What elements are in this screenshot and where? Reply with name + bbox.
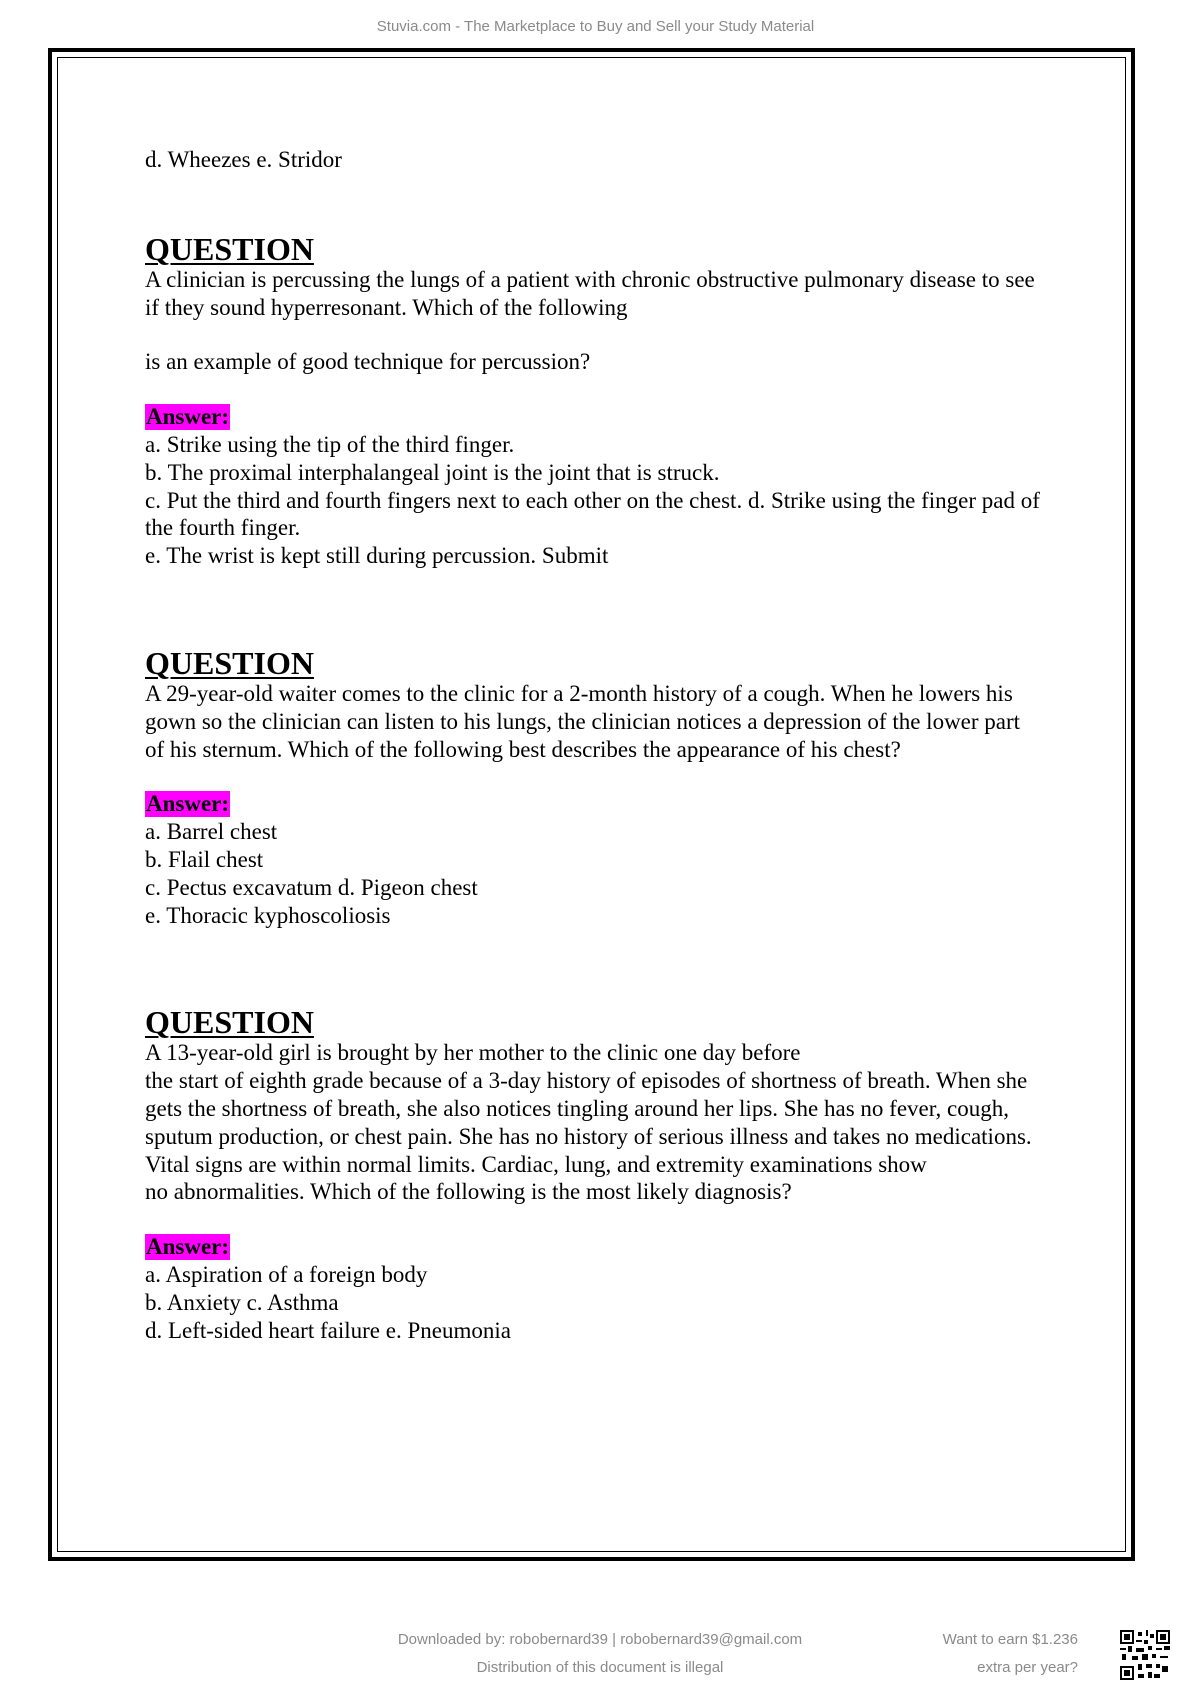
intro-line: d. Wheezes e. Stridor — [145, 147, 342, 172]
question-heading: QUESTION — [145, 1004, 314, 1041]
question-stem-line: is an example of good technique for percussion? — [145, 349, 591, 375]
question-stem-line: sputum production, or chest pain. She has no history of serious illness and takes no medications. — [145, 1123, 1032, 1149]
question-heading: QUESTION — [145, 230, 314, 267]
question-stem-line: Vital signs are within normal limits. Cardiac, lung, and extremity examinations show — [145, 1151, 927, 1177]
answer-option: b. Flail chest — [145, 846, 264, 872]
footer-downloaded-by: Downloaded by: robobernard39 | robobernard39@gmail.com — [397, 1631, 803, 1648]
question-stem-line: gown so the clinician can listen to his lungs, the clinician notices a depression of the lower part — [145, 708, 1021, 734]
question-stem-line: gets the shortness of breath, she also notices tingling around her lips. She has no fever, cough, — [145, 1095, 1009, 1121]
qr-code-icon[interactable] — [1120, 1630, 1170, 1680]
question-stem-line: A 13-year-old girl is brought by her mother to the clinic one day before — [145, 1040, 801, 1066]
answer-option: e. The wrist is kept still during percussion. Submit — [145, 543, 609, 569]
answer-option: c. Pectus excavatum d. Pigeon chest — [145, 874, 478, 900]
answer-option: a. Strike using the tip of the third finger. — [145, 431, 515, 457]
document-content — [145, 146, 1105, 1344]
footer-distribution-notice: Distribution of this document is illegal — [476, 1659, 724, 1676]
question-3 — [145, 1005, 1105, 1344]
question-stem-line: A 29-year-old waiter comes to the clinic for a 2-month history of a cough. When he lowers his — [145, 680, 1013, 706]
question-stem-line: the start of eighth grade because of a 3-day history of episodes of shortness of breath. When she — [145, 1068, 1028, 1094]
question-stem-line: no abnormalities. Which of the following is the most likely diagnosis? — [145, 1179, 792, 1205]
top-banner: Stuvia.com - The Marketplace to Buy and Sell your Study Material — [376, 18, 815, 35]
answer-label: Answer: — [146, 1234, 230, 1260]
question-stem-line: A clinician is percussing the lungs of a patient with chronic obstructive pulmonary disease to see — [145, 266, 1035, 292]
answer-option: a. Aspiration of a foreign body — [145, 1261, 428, 1287]
answer-option: b. Anxiety c. Asthma — [145, 1289, 339, 1315]
footer-earn-line-1[interactable]: Want to earn $1.236 — [942, 1631, 1078, 1648]
answer-option: b. The proximal interphalangeal joint is the joint that is struck. — [145, 459, 720, 485]
question-1 — [145, 232, 1105, 570]
question-heading: QUESTION — [145, 644, 314, 681]
answer-option: c. Put the third and fourth fingers next to each other on the chest. d. Strike using the finger pad of — [145, 487, 1040, 513]
question-stem-line: if they sound hyperresonant. Which of the following — [145, 294, 628, 320]
answer-label: Answer: — [146, 791, 230, 817]
answer-option: e. Thoracic kyphoscoliosis — [145, 902, 391, 928]
footer-earn-line-2[interactable]: extra per year? — [977, 1659, 1078, 1676]
answer-option: the fourth finger. — [145, 515, 301, 541]
question-stem-line: of his sternum. Which of the following best describes the appearance of his chest? — [145, 736, 901, 762]
question-2 — [145, 646, 1105, 929]
answer-option: d. Left-sided heart failure e. Pneumonia — [145, 1317, 511, 1343]
answer-label: Answer: — [146, 404, 230, 430]
answer-option: a. Barrel chest — [145, 819, 278, 845]
